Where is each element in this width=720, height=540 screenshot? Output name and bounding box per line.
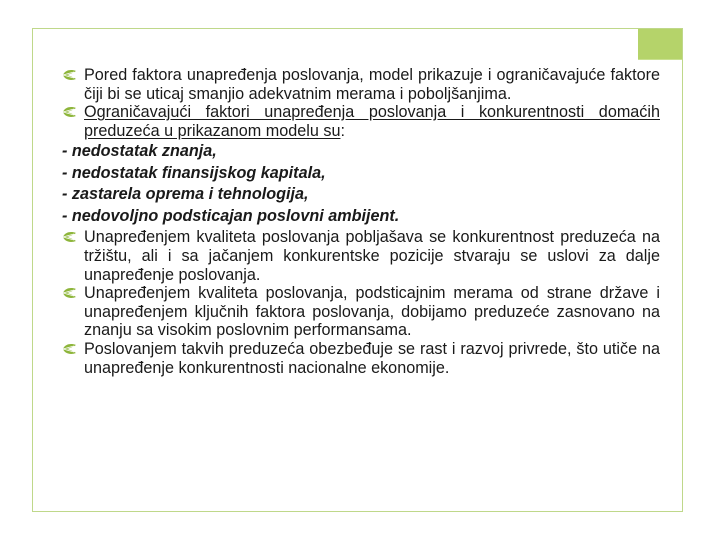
dash-item: - zastarela oprema i tehnologija, — [62, 185, 309, 204]
bullet-item — [62, 340, 660, 377]
leaf-bullet-icon — [62, 69, 77, 81]
dash-item: - nedostatak znanja, — [62, 142, 217, 161]
leaf-bullet-icon — [62, 231, 77, 243]
bullet-item — [62, 103, 660, 140]
dash-item: - nedostatak finansijskog kapitala, — [62, 163, 326, 182]
bullet-text: Poslovanjem takvih preduzeća obezbeđuje se rast i razvoj privrede, što utiče na unapređenje konkurentnosti nacionalne ekonomije. — [84, 339, 660, 377]
slide-content — [62, 66, 660, 377]
corner-accent-line — [638, 59, 682, 60]
bullet-text: Pored faktora unapređenja poslovanja, model prikazuje i ograničavajuće faktore čiji bi se uticaj smanjio adekvatnim merama i poboljšanjima. — [84, 66, 660, 103]
bullet-text-suffix: : — [340, 121, 345, 140]
bullet-text: Unapređenjem kvaliteta poslovanja pobljašava se konkurentnost preduzeća na tržištu, ali i sa jačanjem konkurentske pozicije stvaraju se uslovi za dalje unapređenje poslovanja. — [84, 228, 660, 284]
bullet-item — [62, 284, 660, 340]
leaf-bullet-icon — [62, 343, 77, 355]
dash-item: - nedovoljno podsticajan poslovni ambijent. — [62, 206, 400, 225]
corner-accent — [638, 29, 682, 59]
bullet-item — [62, 66, 660, 103]
leaf-bullet-icon — [62, 287, 77, 299]
bullet-text-underlined: Ograničavajući faktori unapređenja poslovanja i konkurentnosti domaćih preduzeća u prikazanom modelu su — [84, 103, 660, 140]
bullet-text: Unapređenjem kvaliteta poslovanja, podsticajnim merama od strane države i unapređenjem ključnih faktora poslovanja, dobijamo preduzeće zasnovano na znanju sa visokim poslovnim performansama. — [84, 284, 660, 340]
bullet-item — [62, 228, 660, 284]
leaf-bullet-icon — [62, 106, 77, 118]
